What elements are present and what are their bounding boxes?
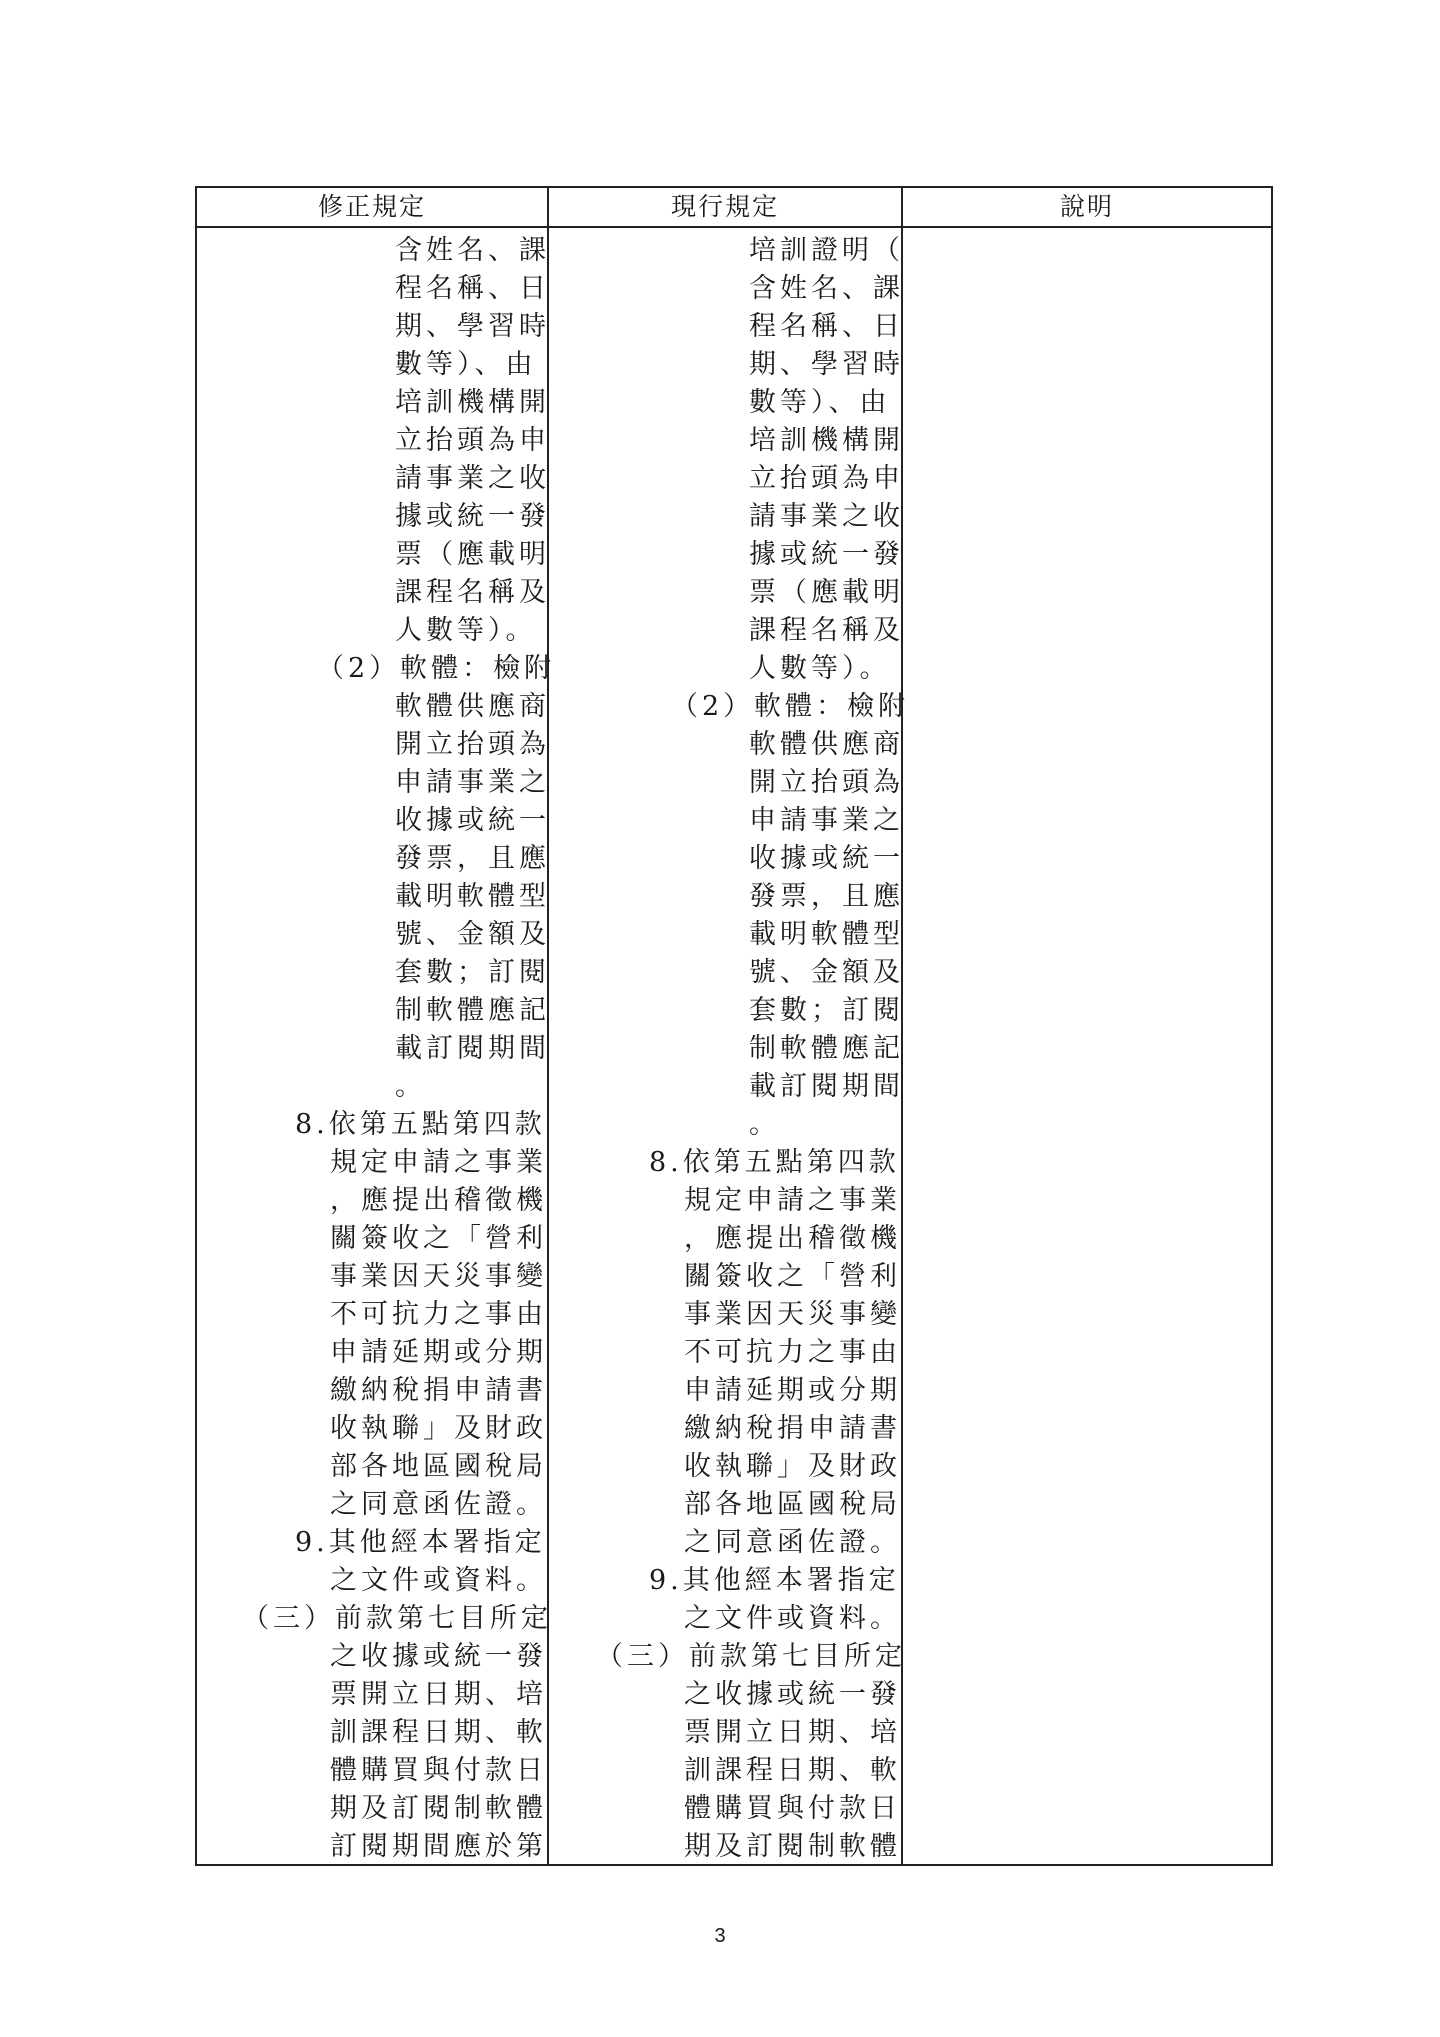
text-line: 繳納稅捐申請書 [330, 1375, 547, 1406]
text-line: 收執聯」及財政 [330, 1413, 547, 1444]
header-revised: 修正規定 [317, 192, 426, 221]
header-explanation: 說明 [1059, 192, 1114, 221]
text-line: 據或統一發 [749, 539, 904, 570]
text-line: 部各地區國稅局 [330, 1451, 547, 1482]
text-line: 。 [395, 1071, 426, 1102]
text-line: 之文件或資料。 [684, 1603, 901, 1634]
text-line: 軟體供應商 [395, 691, 550, 722]
text-line: 8.依第五點第四款 [649, 1147, 900, 1178]
text-line: 發票，且應 [749, 881, 904, 912]
text-line: 號、金額及 [395, 919, 550, 950]
text-line: 規定申請之事業 [684, 1185, 901, 1216]
text-line: 關簽收之「營利 [330, 1223, 547, 1254]
text-line: 程名稱、日 [749, 311, 904, 342]
text-line: 規定申請之事業 [330, 1147, 547, 1178]
text-line: 8.依第五點第四款 [295, 1109, 546, 1140]
text-line: 體購買與付款日 [330, 1755, 547, 1786]
text-line: 申請延期或分期 [684, 1375, 901, 1406]
text-line: 不可抗力之事由 [330, 1299, 547, 1330]
text-line: 載訂閱期間 [395, 1033, 550, 1064]
text-line: 期及訂閱制軟體 [330, 1793, 547, 1824]
text-line: 培訓證明（ [749, 235, 904, 266]
text-line: 申請事業之 [395, 767, 550, 798]
text-line: 期及訂閱制軟體 [684, 1831, 901, 1862]
text-line: 發票，且應 [395, 843, 550, 874]
text-line: 之同意函佐證。 [330, 1489, 547, 1520]
text-line: 。 [749, 1109, 780, 1140]
text-line: 號、金額及 [749, 957, 904, 988]
text-line: 載明軟體型 [749, 919, 904, 950]
text-line: 立抬頭為申 [749, 463, 904, 494]
text-line: ，應提出稽徵機 [684, 1223, 901, 1254]
text-line: 課程名稱及 [749, 615, 904, 646]
text-line: 票（應載明 [749, 577, 904, 608]
text-line: 之收據或統一發 [330, 1641, 547, 1672]
text-line: 之同意函佐證。 [684, 1527, 901, 1558]
comparison-table [195, 186, 1273, 1866]
text-line: （2）軟體：檢附 [317, 653, 556, 684]
text-line: 套數；訂閱 [749, 995, 904, 1026]
text-line: 部各地區國稅局 [684, 1489, 901, 1520]
page-number: 3 [714, 1925, 726, 1947]
text-line: 票開立日期、培 [684, 1717, 901, 1748]
text-line: 開立抬頭為 [395, 729, 550, 760]
text-line: 培訓機構開 [749, 425, 904, 456]
text-line: 訓課程日期、軟 [684, 1755, 901, 1786]
text-line: 不可抗力之事由 [684, 1337, 901, 1368]
text-line: 載訂閱期間 [749, 1071, 904, 1102]
text-line: 數等）、由 [749, 387, 891, 418]
text-line: 申請事業之 [749, 805, 904, 836]
text-line: 軟體供應商 [749, 729, 904, 760]
text-line: 繳納稅捐申請書 [684, 1413, 901, 1444]
text-line: 載明軟體型 [395, 881, 550, 912]
text-line: 票開立日期、培 [330, 1679, 547, 1710]
text-line: （三）前款第七目所定 [596, 1641, 906, 1672]
text-line: 人數等）。 [749, 653, 891, 684]
text-line: 訂閱期間應於第 [330, 1831, 547, 1862]
header-divider [197, 226, 1271, 228]
text-line: 9.其他經本署指定 [295, 1527, 546, 1558]
text-line: 事業因天災事變 [684, 1299, 901, 1330]
text-line: 事業因天災事變 [330, 1261, 547, 1292]
text-line: 程名稱、日 [395, 273, 550, 304]
text-line: 收據或統一 [749, 843, 904, 874]
text-line: 收據或統一 [395, 805, 550, 836]
text-line: 體購買與付款日 [684, 1793, 901, 1824]
text-line: 請事業之收 [749, 501, 904, 532]
text-line: 訓課程日期、軟 [330, 1717, 547, 1748]
text-line: （2）軟體：檢附 [671, 691, 910, 722]
text-line: 培訓機構開 [395, 387, 550, 418]
text-line: 之文件或資料。 [330, 1565, 547, 1596]
text-line: 含姓名、課 [395, 235, 550, 266]
text-line: 請事業之收 [395, 463, 550, 494]
text-line: 制軟體應記 [395, 995, 550, 1026]
text-line: 關簽收之「營利 [684, 1261, 901, 1292]
text-line: 數等）、由 [395, 349, 537, 380]
text-line: （三）前款第七目所定 [242, 1603, 552, 1634]
text-line: 收執聯」及財政 [684, 1451, 901, 1482]
text-line: 申請延期或分期 [330, 1337, 547, 1368]
text-line: 票（應載明 [395, 539, 550, 570]
text-line: 之收據或統一發 [684, 1679, 901, 1710]
header-current: 現行規定 [670, 192, 779, 221]
text-line: ，應提出稽徵機 [330, 1185, 547, 1216]
text-line: 立抬頭為申 [395, 425, 550, 456]
text-line: 開立抬頭為 [749, 767, 904, 798]
text-line: 據或統一發 [395, 501, 550, 532]
text-line: 含姓名、課 [749, 273, 904, 304]
text-line: 制軟體應記 [749, 1033, 904, 1064]
text-line: 期、學習時 [395, 311, 550, 342]
text-line: 人數等）。 [395, 615, 537, 646]
text-line: 套數；訂閱 [395, 957, 550, 988]
text-line: 期、學習時 [749, 349, 904, 380]
text-line: 課程名稱及 [395, 577, 550, 608]
text-line: 9.其他經本署指定 [649, 1565, 900, 1596]
